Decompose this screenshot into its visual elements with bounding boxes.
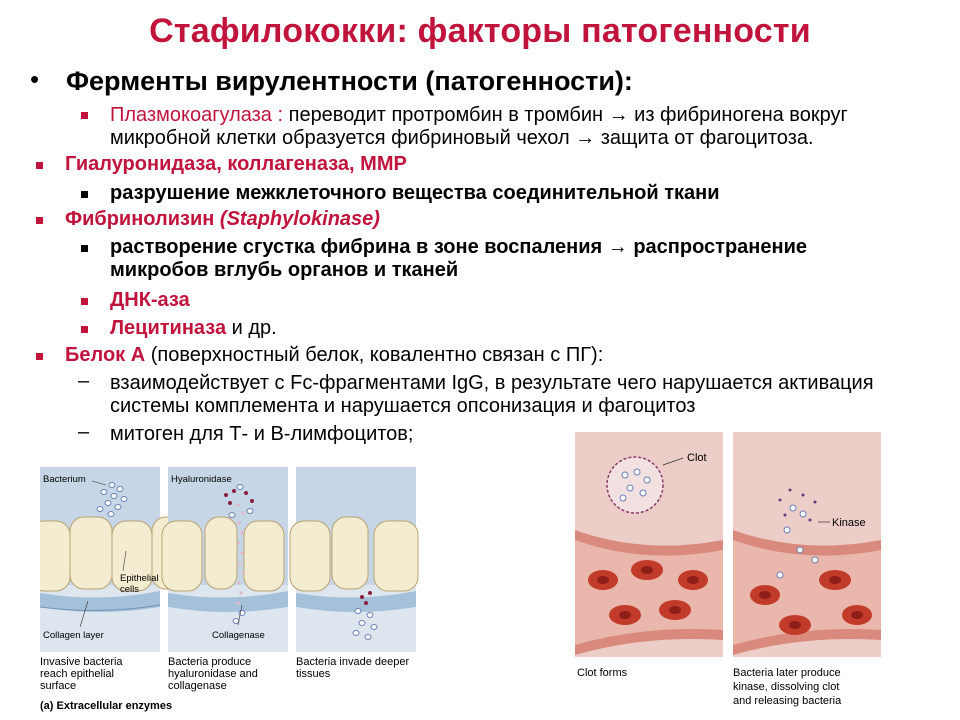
fibrino-italic: (Staphylokinase) (219, 208, 380, 230)
caption-clot-forms: Clot forms (577, 667, 628, 679)
dash-bullet: – (78, 421, 90, 443)
label-collagenase: Collagenase (212, 630, 265, 641)
square-bullet (36, 162, 43, 169)
lecith-rest: и др. (226, 317, 277, 339)
clot-figure (575, 430, 885, 718)
hyal-sub: разрушение межклеточного вещества соединительной ткани (110, 182, 720, 204)
plasmo-text4: защита от фагоцитоза. (595, 127, 814, 149)
plasmo-text1: переводит протромбин в тромбин (288, 104, 609, 126)
plasmo-text3: микробной клетки образуется фибриновый чехол (110, 127, 576, 149)
part-label: (a) Extracellular enzymes (40, 700, 173, 712)
square-bullet (36, 217, 43, 224)
fibrino-sub2: микробов вглубь органов и тканей (110, 259, 459, 281)
label-hyaluronidase: Hyaluronidase (171, 474, 232, 485)
panel-kinase (733, 432, 881, 657)
square-bullet (36, 353, 43, 360)
arrow-icon: → (607, 236, 628, 258)
panel-enzymes (162, 467, 288, 652)
protA-title (65, 344, 603, 367)
label-collagen-layer: Collagen layer (43, 630, 104, 641)
fibrino-title (65, 208, 380, 231)
caption-3-line2: tissues (296, 668, 331, 680)
protA-sub3: митоген для Т- и В-лимфоцитов; (110, 423, 414, 445)
arrow-icon: → (575, 127, 596, 149)
slide-title: Стафилококки: факторы патогенности (149, 12, 811, 50)
label-kinase: Kinase (832, 517, 866, 529)
dash-bullet: – (78, 370, 90, 392)
protA-sub2: системы комплемента и нарушается опсонизация и фагоцитоз (110, 395, 696, 417)
hyal-title: Гиалуронидаза, коллагеназа, ММР (65, 153, 407, 175)
extracellular-enzymes-figure (40, 465, 425, 715)
caption-2-line3: collagenase (168, 680, 227, 692)
square-bullet (81, 298, 88, 305)
square-bullet (81, 112, 88, 119)
caption-1-line3: surface (40, 680, 77, 692)
fibrino-sub1-text: растворение сгустка фибрина в зоне воспаления (110, 236, 608, 258)
protA-name: Белок А (65, 344, 146, 366)
caption-kinase-line2: kinase, dissolving clot (733, 681, 840, 693)
square-bullet (81, 191, 88, 198)
fibrino-sub1 (110, 236, 807, 259)
plasmo-sep: : (271, 104, 289, 126)
caption-kinase-line1: Bacteria later produce (733, 667, 841, 679)
panel-clot-forms (575, 432, 723, 657)
plasmo-text2: из фибриногена вокруг (628, 104, 848, 126)
caption-1-line2: reach epithelial (40, 668, 114, 680)
arrow-icon: → (608, 104, 629, 126)
panel-deeper-invasion (290, 467, 418, 652)
protA-sub1: взаимодействует с Fc-фрагментами IgG, в результате чего нарушается активация (110, 372, 874, 394)
lecith-row (110, 317, 277, 340)
main-bullet-text: Ферменты вирулентности (патогенности): (66, 66, 633, 96)
plasmo-name: Плазмокоагулаза (110, 104, 272, 126)
caption-kinase-line3: and releasing bacteria (733, 695, 842, 707)
square-bullet (81, 326, 88, 333)
fibrino-name: Фибринолизин (65, 208, 220, 230)
label-clot: Clot (687, 452, 707, 464)
caption-1-line1: Invasive bacteria (40, 656, 123, 668)
square-bullet (81, 245, 88, 252)
plasmo-line1 (110, 104, 848, 127)
protA-rest: (поверхностный белок, ковалентно связан с ПГ): (145, 344, 604, 366)
caption-2-line2: hyaluronidase and (168, 668, 258, 680)
round-bullet: • (30, 64, 40, 94)
panel-invasive-bacteria (40, 467, 182, 652)
plasmo-line2 (110, 127, 814, 150)
label-epithelial-2: cells (120, 584, 140, 595)
fibrino-sub1b-text: распространение (627, 236, 807, 258)
label-bacterium: Bacterium (43, 474, 86, 485)
caption-2-line1: Bacteria produce (168, 656, 252, 668)
dnase-text: ДНК-аза (110, 289, 190, 311)
label-epithelial-1: Epithelial (120, 573, 159, 584)
caption-3-line1: Bacteria invade deeper (296, 656, 410, 668)
lecith-name: Лецитиназа (110, 317, 227, 339)
